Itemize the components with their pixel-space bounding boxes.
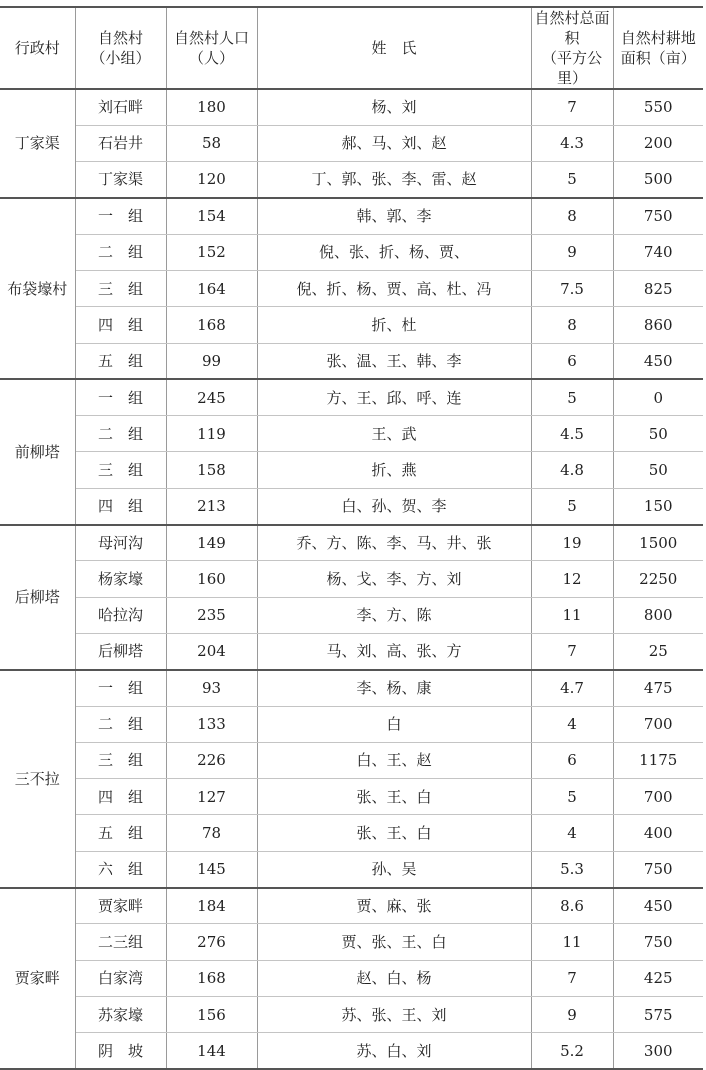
total-area-cell: 4.8 [531,452,613,488]
farmland-area-cell: 750 [613,851,703,887]
population-cell: 149 [166,525,257,561]
admin-village-cell: 三不拉 [0,670,75,888]
population-cell: 133 [166,706,257,742]
table-row [0,561,703,597]
surnames-cell: 方、王、邱、呼、连 [257,379,531,415]
total-area-cell: 5 [531,162,613,198]
population-cell: 154 [166,198,257,234]
population-cell: 156 [166,996,257,1032]
total-area-cell: 8 [531,307,613,343]
farmland-area-cell: 450 [613,343,703,379]
table-row [0,125,703,161]
population-cell: 158 [166,452,257,488]
surnames-cell: 张、王、白 [257,779,531,815]
table-row [0,307,703,343]
farmland-area-cell: 425 [613,960,703,996]
table-row [0,706,703,742]
total-area-cell: 5.3 [531,851,613,887]
surnames-cell: 李、杨、康 [257,670,531,706]
total-area-cell: 4.5 [531,416,613,452]
total-area-cell: 5 [531,488,613,524]
natural-village-cell: 二 组 [75,234,166,270]
natural-village-cell: 丁家渠 [75,162,166,198]
total-area-cell: 5 [531,379,613,415]
population-cell: 164 [166,270,257,306]
natural-village-cell: 一 组 [75,670,166,706]
total-area-cell: 7 [531,960,613,996]
header-row [0,7,703,89]
natural-village-cell: 二 组 [75,416,166,452]
table-body [0,89,703,1069]
admin-village-cell: 后柳塔 [0,525,75,670]
table-row [0,452,703,488]
natural-village-cell: 四 组 [75,779,166,815]
admin-village-cell: 丁家渠 [0,89,75,198]
surnames-cell: 贾、张、王、白 [257,924,531,960]
table-row [0,779,703,815]
surnames-cell: 苏、白、刘 [257,1033,531,1069]
table-row [0,597,703,633]
surnames-cell: 乔、方、陈、李、马、井、张 [257,525,531,561]
table-row [0,525,703,561]
surnames-cell: 倪、折、杨、贾、高、杜、冯 [257,270,531,306]
farmland-area-cell: 500 [613,162,703,198]
farmland-area-cell: 0 [613,379,703,415]
total-area-cell: 4.3 [531,125,613,161]
population-cell: 145 [166,851,257,887]
surnames-cell: 丁、郭、张、李、雷、赵 [257,162,531,198]
natural-village-cell: 杨家壕 [75,561,166,597]
table-row [0,888,703,924]
total-area-cell: 5 [531,779,613,815]
table-row [0,234,703,270]
total-area-cell: 9 [531,234,613,270]
farmland-area-cell: 750 [613,198,703,234]
surnames-cell: 白、孙、贺、李 [257,488,531,524]
surnames-cell: 韩、郭、李 [257,198,531,234]
total-area-cell: 8 [531,198,613,234]
farmland-area-cell: 1175 [613,742,703,778]
header-population: 自然村人口 （人） [166,7,257,89]
farmland-area-cell: 740 [613,234,703,270]
header-admin-village: 行政村 [0,7,75,89]
table-row [0,924,703,960]
surnames-cell: 王、武 [257,416,531,452]
population-cell: 184 [166,888,257,924]
total-area-cell: 11 [531,924,613,960]
surnames-cell: 孙、吴 [257,851,531,887]
farmland-area-cell: 2250 [613,561,703,597]
farmland-area-cell: 400 [613,815,703,851]
natural-village-cell: 石岩井 [75,125,166,161]
natural-village-cell: 母河沟 [75,525,166,561]
population-cell: 213 [166,488,257,524]
farmland-area-cell: 450 [613,888,703,924]
table-row [0,89,703,125]
total-area-cell: 8.6 [531,888,613,924]
surnames-cell: 折、杜 [257,307,531,343]
population-cell: 152 [166,234,257,270]
table-row [0,996,703,1032]
farmland-area-cell: 300 [613,1033,703,1069]
natural-village-cell: 五 组 [75,815,166,851]
natural-village-cell: 四 组 [75,307,166,343]
farmland-area-cell: 50 [613,416,703,452]
admin-village-cell: 前柳塔 [0,379,75,524]
total-area-cell: 4 [531,706,613,742]
natural-village-cell: 三 组 [75,452,166,488]
natural-village-cell: 六 组 [75,851,166,887]
header-total-area: 自然村总面积 （平方公里） [531,7,613,89]
village-table [0,6,703,1070]
population-cell: 168 [166,960,257,996]
natural-village-cell: 一 组 [75,379,166,415]
farmland-area-cell: 200 [613,125,703,161]
table-row [0,960,703,996]
surnames-cell: 张、王、白 [257,815,531,851]
total-area-cell: 11 [531,597,613,633]
natural-village-cell: 三 组 [75,270,166,306]
population-cell: 120 [166,162,257,198]
farmland-area-cell: 1500 [613,525,703,561]
natural-village-cell: 阴 坡 [75,1033,166,1069]
table-row [0,1033,703,1069]
table-row [0,343,703,379]
natural-village-cell: 白家湾 [75,960,166,996]
table-row [0,488,703,524]
farmland-area-cell: 800 [613,597,703,633]
natural-village-cell: 苏家壕 [75,996,166,1032]
surnames-cell: 倪、张、折、杨、贾、 [257,234,531,270]
surnames-cell: 苏、张、王、刘 [257,996,531,1032]
natural-village-cell: 四 组 [75,488,166,524]
surnames-cell: 贾、麻、张 [257,888,531,924]
natural-village-cell: 二三组 [75,924,166,960]
header-farmland-area: 自然村耕地 面积（亩） [613,7,703,89]
natural-village-cell: 二 组 [75,706,166,742]
farmland-area-cell: 50 [613,452,703,488]
population-cell: 168 [166,307,257,343]
total-area-cell: 7 [531,89,613,125]
surnames-cell: 赵、白、杨 [257,960,531,996]
natural-village-cell: 三 组 [75,742,166,778]
header-surnames: 姓 氏 [257,7,531,89]
surnames-cell: 李、方、陈 [257,597,531,633]
surnames-cell: 郝、马、刘、赵 [257,125,531,161]
total-area-cell: 12 [531,561,613,597]
farmland-area-cell: 550 [613,89,703,125]
total-area-cell: 4 [531,815,613,851]
farmland-area-cell: 575 [613,996,703,1032]
population-cell: 93 [166,670,257,706]
table-row [0,742,703,778]
total-area-cell: 19 [531,525,613,561]
population-cell: 58 [166,125,257,161]
total-area-cell: 6 [531,343,613,379]
admin-village-cell: 贾家畔 [0,888,75,1069]
surnames-cell: 杨、刘 [257,89,531,125]
surnames-cell: 折、燕 [257,452,531,488]
population-cell: 276 [166,924,257,960]
population-cell: 245 [166,379,257,415]
population-cell: 160 [166,561,257,597]
natural-village-cell: 一 组 [75,198,166,234]
farmland-area-cell: 700 [613,779,703,815]
total-area-cell: 9 [531,996,613,1032]
population-cell: 144 [166,1033,257,1069]
total-area-cell: 7.5 [531,270,613,306]
table-row [0,198,703,234]
table-row [0,162,703,198]
surnames-cell: 张、温、王、韩、李 [257,343,531,379]
table-row [0,670,703,706]
population-cell: 127 [166,779,257,815]
table-row [0,633,703,669]
natural-village-cell: 哈拉沟 [75,597,166,633]
population-cell: 204 [166,633,257,669]
population-cell: 226 [166,742,257,778]
total-area-cell: 6 [531,742,613,778]
header-natural-village: 自然村 （小组） [75,7,166,89]
surnames-cell: 马、刘、高、张、方 [257,633,531,669]
farmland-area-cell: 150 [613,488,703,524]
total-area-cell: 7 [531,633,613,669]
total-area-cell: 5.2 [531,1033,613,1069]
population-cell: 99 [166,343,257,379]
surnames-cell: 白 [257,706,531,742]
farmland-area-cell: 25 [613,633,703,669]
farmland-area-cell: 700 [613,706,703,742]
population-cell: 78 [166,815,257,851]
surnames-cell: 杨、戈、李、方、刘 [257,561,531,597]
table-row [0,416,703,452]
population-cell: 235 [166,597,257,633]
population-cell: 119 [166,416,257,452]
surnames-cell: 白、王、赵 [257,742,531,778]
table-row [0,270,703,306]
population-cell: 180 [166,89,257,125]
natural-village-cell: 贾家畔 [75,888,166,924]
natural-village-cell: 五 组 [75,343,166,379]
natural-village-cell: 后柳塔 [75,633,166,669]
farmland-area-cell: 860 [613,307,703,343]
farmland-area-cell: 825 [613,270,703,306]
natural-village-cell: 刘石畔 [75,89,166,125]
total-area-cell: 4.7 [531,670,613,706]
table-row [0,815,703,851]
admin-village-cell: 布袋壕村 [0,198,75,379]
table-row [0,851,703,887]
table-row [0,379,703,415]
farmland-area-cell: 750 [613,924,703,960]
farmland-area-cell: 475 [613,670,703,706]
